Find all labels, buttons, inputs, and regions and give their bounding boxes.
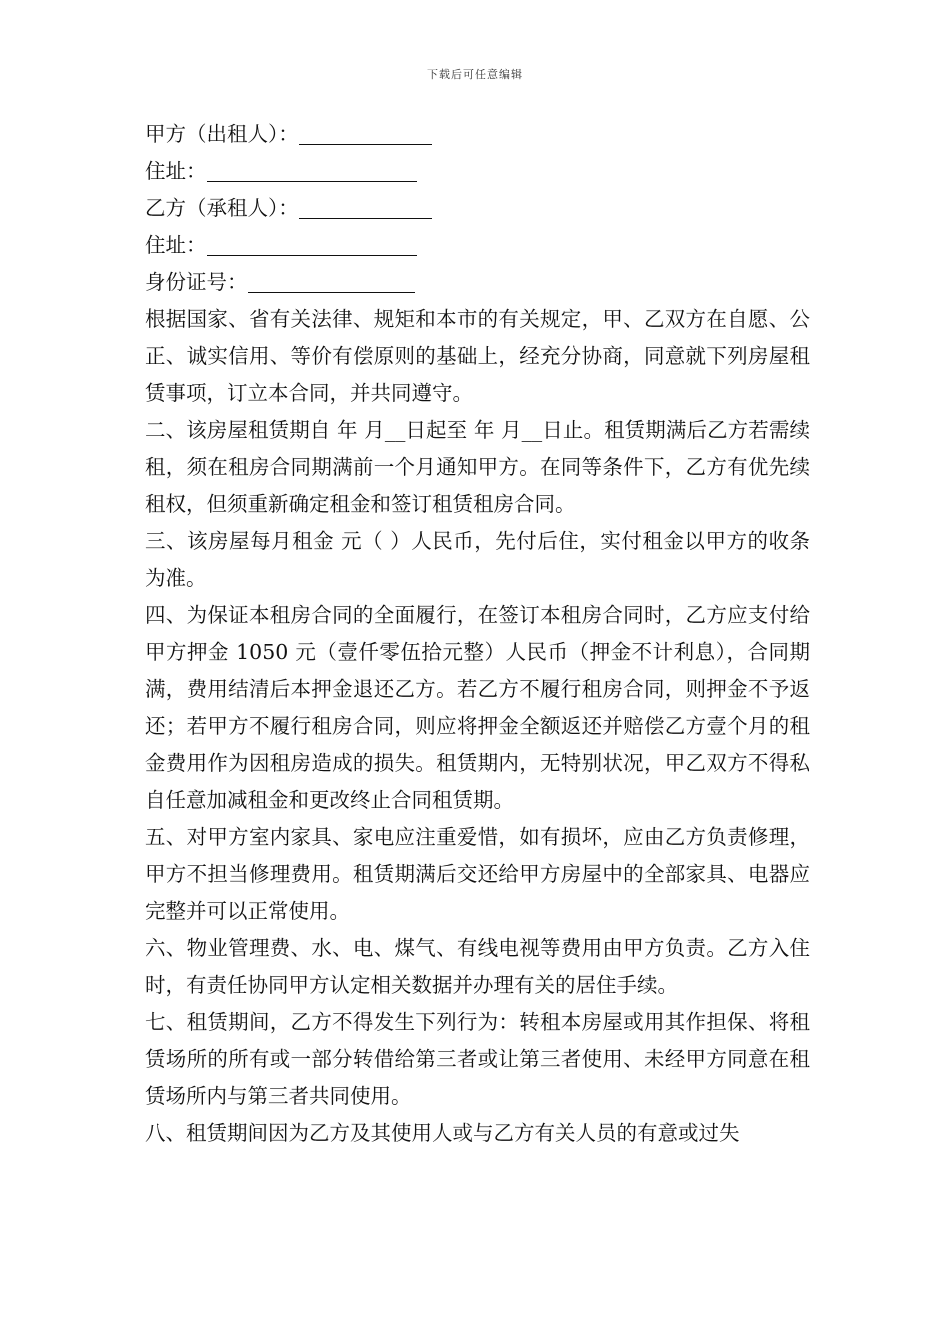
blank-underline[interactable] <box>299 120 432 145</box>
paragraph-clause-4: 四、为保证本租房合同的全面履行，在签订本租房合同时，乙方应支付给甲方押金 1050 元（壹仟零伍拾元整）人民币（押金不计利息），合同期满，费用结清后本押金退还乙方。若乙方不履行租房合同，则押金不予返还；若甲方不履行租房合同，则应将押金全额返还并赔偿乙方壹个月的租金费用作为因租房造成的损失。租赁期内，无特别状况，甲乙双方不得私自任意加减租金和更改终止合同租赁期。 <box>145 603 810 812</box>
field-label: 住址： <box>145 233 207 257</box>
field-tenant-address <box>145 227 810 264</box>
paragraph-clause-5: 五、对甲方室内家具、家电应注重爱惜，如有损坏，应由乙方负责修理，甲方不担当修理费用。租赁期满后交还给甲方房屋中的全部家具、电器应完整并可以正常使用。 <box>145 825 810 923</box>
paragraph-preamble: 根据国家、省有关法律、规矩和本市的有关规定，甲、乙双方在自愿、公正、诚实信用、等价有偿原则的基础上，经充分协商，同意就下列房屋租赁事项，订立本合同，并共同遵守。 <box>145 307 810 405</box>
field-label: 甲方（出租人）： <box>145 122 299 146</box>
blank-underline[interactable] <box>207 231 417 256</box>
blank-underline[interactable] <box>248 268 415 293</box>
field-id-number <box>145 264 810 301</box>
field-landlord-address <box>145 153 810 190</box>
field-label: 身份证号： <box>145 270 248 294</box>
field-label: 乙方（承租人）： <box>145 196 299 220</box>
blank-underline[interactable] <box>207 157 417 182</box>
paragraph-clause-7: 七、租赁期间，乙方不得发生下列行为：转租本房屋或用其作担保、将租赁场所的所有或一部分转借给第三者或让第三者使用、未经甲方同意在租赁场所内与第三者共同使用。 <box>145 1010 810 1108</box>
blank-underline[interactable] <box>299 194 432 219</box>
paragraph-clause-2: 二、该房屋租赁期自 年 月__日起至 年 月__日止。租赁期满后乙方若需续租，须在租房合同期满前一个月通知甲方。在同等条件下，乙方有优先续租权，但须重新确定租金和签订租赁租房合同。 <box>145 418 810 516</box>
page-header: 下载后可任意编辑 <box>427 68 523 81</box>
paragraph-clause-3: 三、该房屋每月租金 元（ ）人民币，先付后住，实付租金以甲方的收条为准。 <box>145 529 810 590</box>
field-landlord <box>145 116 810 153</box>
field-tenant <box>145 190 810 227</box>
contract-body <box>145 116 810 1152</box>
paragraph-clause-6: 六、物业管理费、水、电、煤气、有线电视等费用由甲方负责。乙方入住时，有责任协同甲方认定相关数据并办理有关的居住手续。 <box>145 936 810 997</box>
paragraph-clause-8: 八、租赁期间因为乙方及其使用人或与乙方有关人员的有意或过失 <box>145 1121 740 1145</box>
field-label: 住址： <box>145 159 207 183</box>
